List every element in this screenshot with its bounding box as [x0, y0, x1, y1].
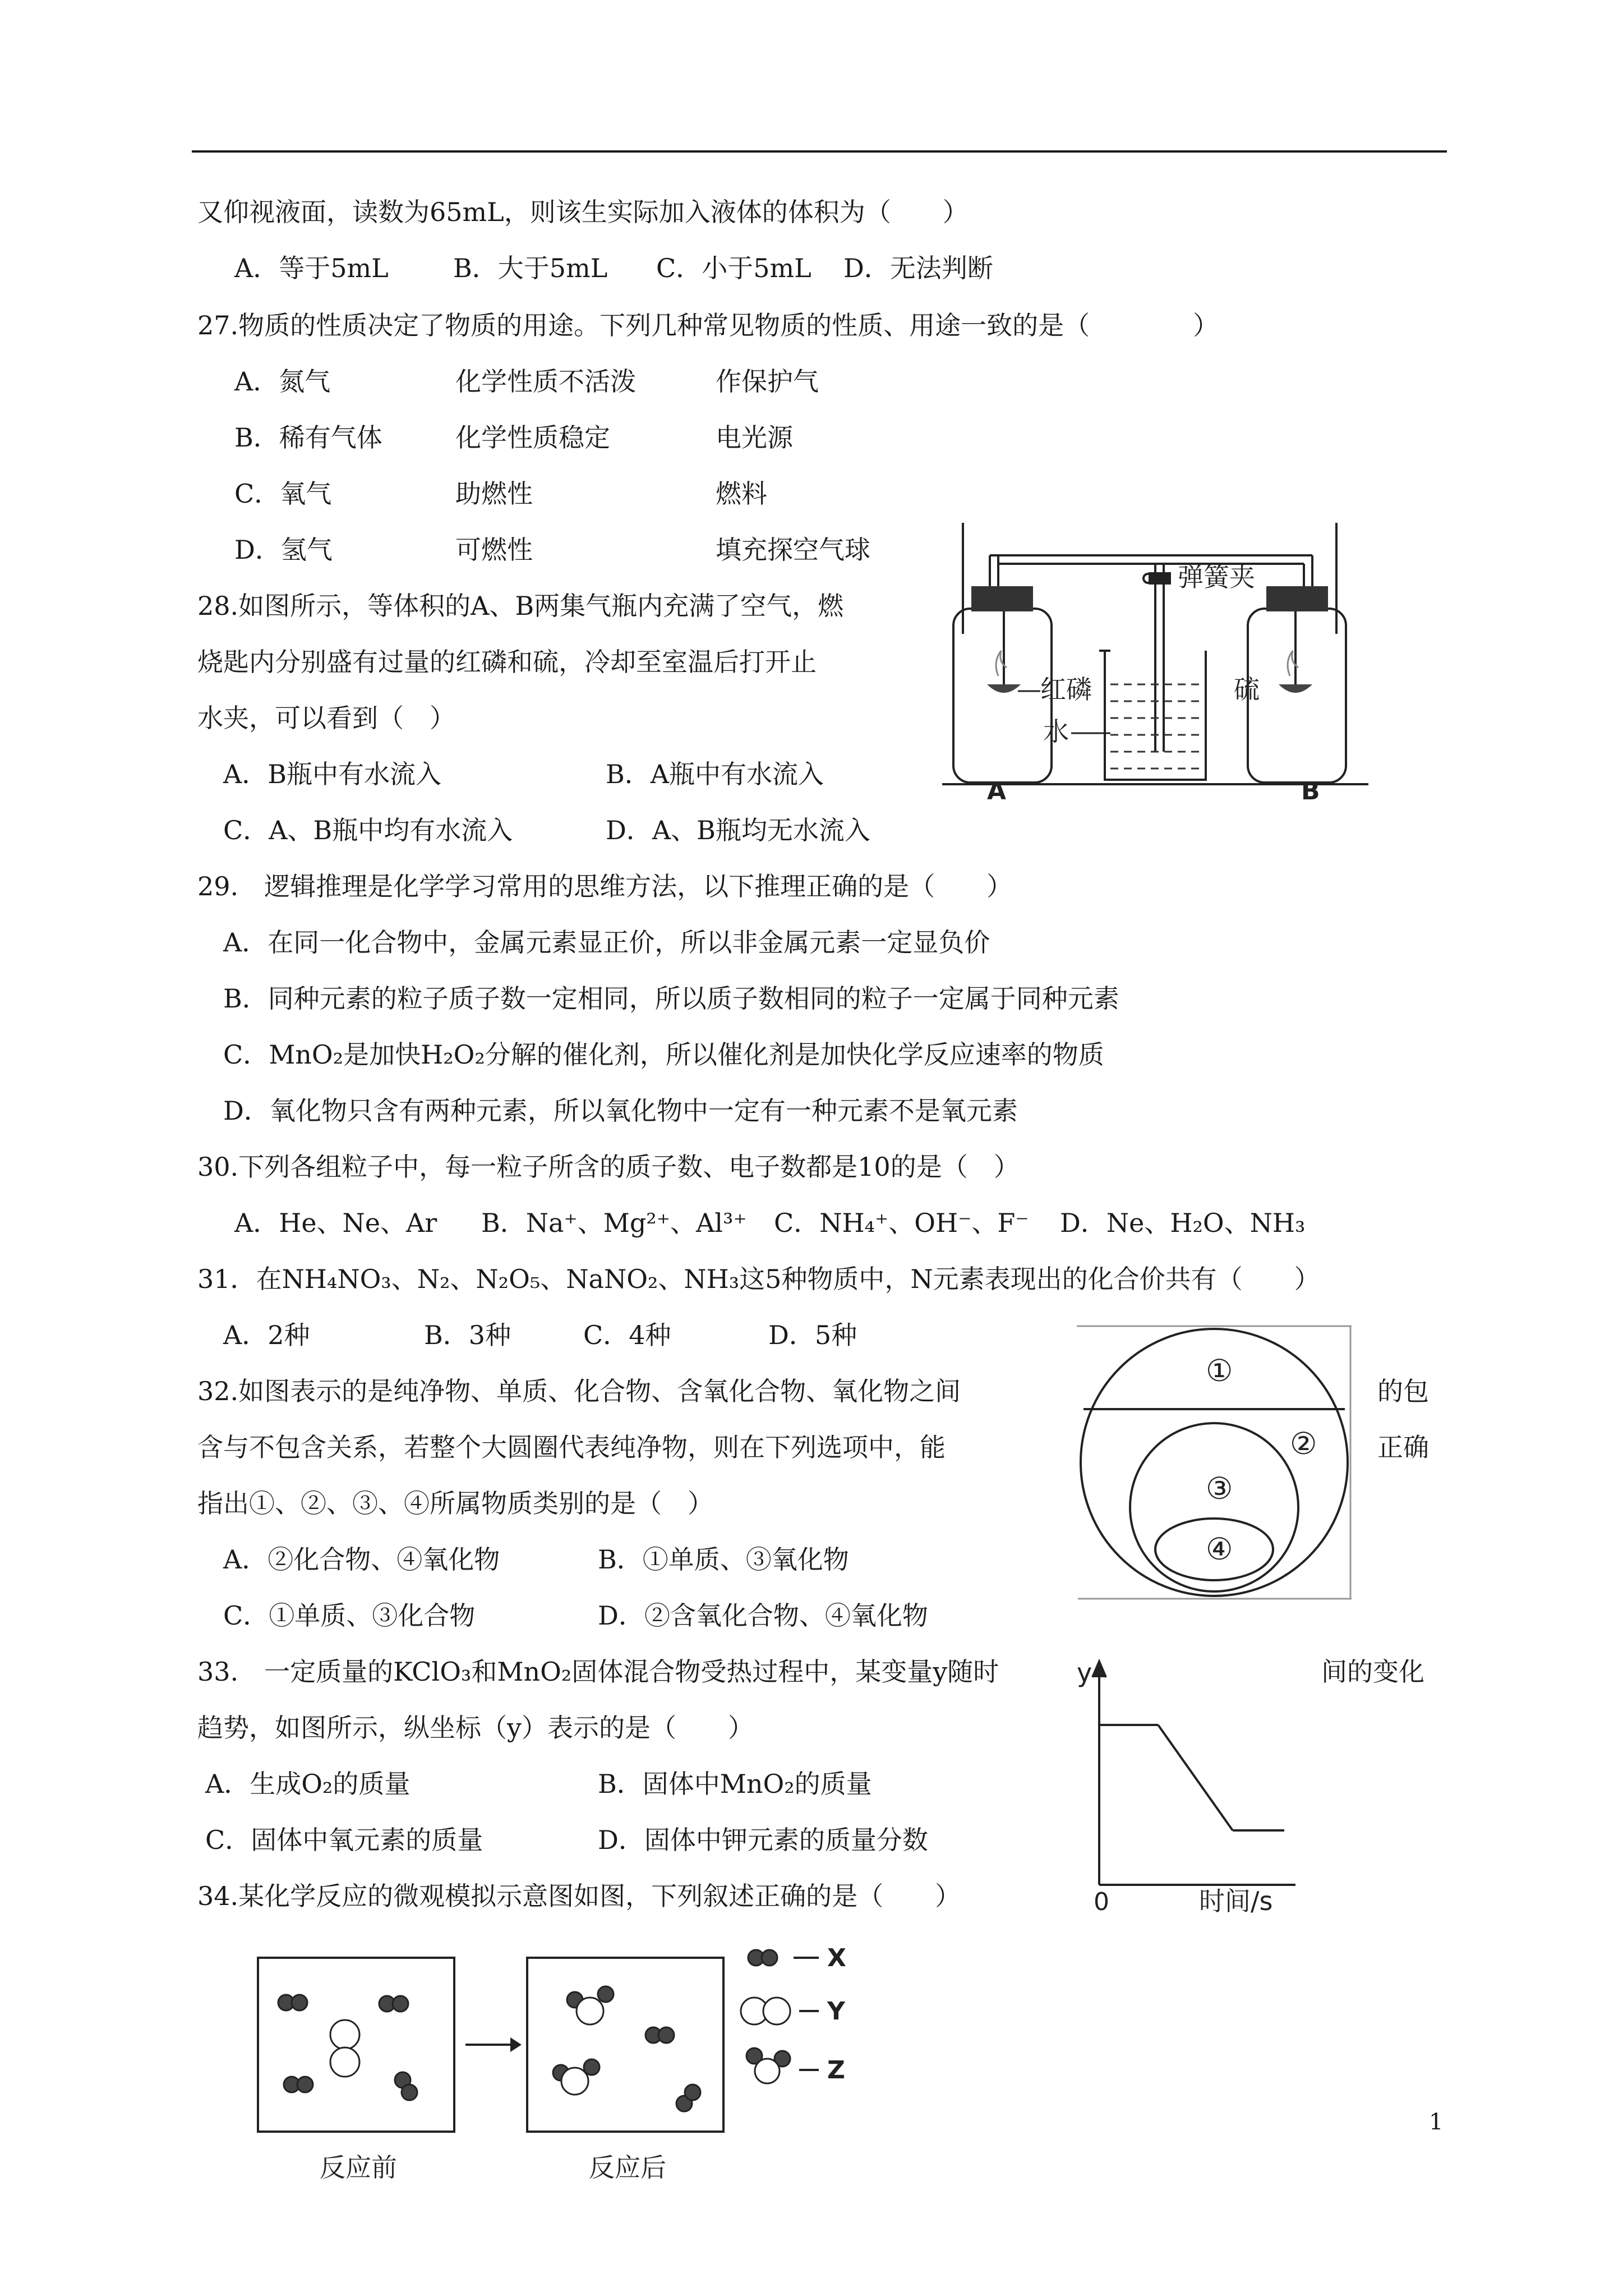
- q28-stem-line-1: 28.如图所示，等体积的A、B两集气瓶内充满了空气，燃: [197, 591, 844, 621]
- q32-option-b: B．①单质、③氧化物: [598, 1544, 849, 1575]
- q32-option-c: C．①单质、③化合物: [223, 1600, 476, 1631]
- q32-stem-line-1: 32.如图表示的是纯净物、单质、化合物、含氧化合物、氧化物之间: [197, 1376, 961, 1406]
- q30-option-c: C．NH₄⁺、OH⁻、F⁻: [774, 1208, 1029, 1238]
- q31-option-c: C．4种: [583, 1320, 671, 1350]
- q34-legend-z: Z: [827, 2056, 845, 2085]
- q28-water-label: 水: [1043, 716, 1069, 747]
- page-number: 1: [1429, 2109, 1444, 2135]
- q32-label-2: ②: [1290, 1426, 1317, 1461]
- q34-stem: 34.某化学反应的微观模拟示意图如图，下列叙述正确的是（ ）: [197, 1881, 961, 1911]
- q32-option-d: D．②含氧化合物、④氧化物: [598, 1600, 928, 1631]
- q32-stem-line-1-tail: 的包: [1377, 1376, 1429, 1406]
- q29-option-c: C．MnO₂是加快H₂O₂分解的催化剂，所以催化剂是加快化学反应速率的物质: [223, 1039, 1104, 1070]
- q33-stem-line-1-tail: 间的变化: [1321, 1657, 1424, 1687]
- q28-stem-line-2: 烧匙内分别盛有过量的红磷和硫，冷却至室温后打开止: [197, 647, 817, 677]
- q27-row-d-use: 填充探空气球: [716, 535, 870, 565]
- q27-stem: 27.物质的性质决定了物质的用途。下列几种常见物质的性质、用途一致的是（ ）: [197, 310, 1219, 341]
- q33-option-d: D．固体中钾元素的质量分数: [598, 1825, 928, 1855]
- q32-label-4: ④: [1206, 1531, 1233, 1567]
- q34-legend-x: X: [827, 1947, 846, 1972]
- q28-bottle-a-label: A: [987, 777, 1007, 802]
- q27-row-b-use: 电光源: [716, 422, 793, 453]
- q33-option-b: B．固体中MnO₂的质量: [598, 1769, 872, 1799]
- q31-stem: 31．在NH₄NO₃、N₂、N₂O₅、NaNO₂、NH₃这5种物质中，N元素表现出的化合价共有（ ）: [197, 1264, 1320, 1294]
- q27-row-d-property: 可燃性: [455, 535, 533, 565]
- q27-row-b-property: 化学性质稳定: [455, 422, 610, 453]
- q28-apparatus-figure: [942, 516, 1368, 802]
- q33-graph-figure: [1077, 1649, 1312, 1913]
- q30-option-a: A．He、Ne、Ar: [234, 1208, 437, 1238]
- q26-option-b: B．大于5mL: [453, 253, 608, 283]
- q27-row-c-label: C．氧气: [234, 478, 332, 509]
- q26-tail: 又仰视液面，读数为65mL，则该生实际加入液体的体积为（ ）: [197, 197, 969, 227]
- q27-row-b-label: B．稀有气体: [234, 422, 382, 453]
- q34-after-label: 反应后: [589, 2152, 666, 2183]
- q34-reaction-figure: [247, 1947, 892, 2193]
- q28-right-substance-label: 硫: [1234, 674, 1260, 705]
- q32-circles-figure: [1077, 1325, 1352, 1600]
- q29-stem: 29. 逻辑推理是化学学习常用的思维方法，以下推理正确的是（ ）: [197, 871, 1013, 901]
- q33-stem-line-1: 33. 一定质量的KClO₃和MnO₂固体混合物受热过程中，某变量y随时: [197, 1657, 999, 1687]
- q27-row-c-use: 燃料: [716, 478, 767, 509]
- q30-option-b: B．Na⁺、Mg²⁺、Al³⁺: [481, 1208, 747, 1238]
- q27-row-a-use: 作保护气: [716, 366, 819, 397]
- q32-stem-line-2-tail: 正确: [1377, 1432, 1429, 1462]
- q28-left-substance-label: 红磷: [1040, 674, 1092, 705]
- q31-option-a: A．2种: [223, 1320, 310, 1350]
- q28-bottle-b-label: B: [1301, 777, 1320, 802]
- q34-before-label: 反应前: [320, 2152, 397, 2183]
- q31-option-d: D．5种: [768, 1320, 857, 1350]
- q27-row-c-property: 助燃性: [455, 478, 533, 509]
- q31-option-b: B．3种: [424, 1320, 511, 1350]
- q32-label-3: ③: [1206, 1471, 1233, 1506]
- q28-stem-line-3: 水夹，可以看到（ ）: [197, 703, 455, 733]
- q33-stem-line-2: 趋势，如图所示，纵坐标（y）表示的是（ ）: [197, 1713, 754, 1743]
- q29-option-d: D．氧化物只含有两种元素，所以氧化物中一定有一种元素不是氧元素: [223, 1096, 1018, 1126]
- q32-stem-line-3: 指出①、②、③、④所属物质类别的是（ ）: [197, 1488, 713, 1519]
- q29-option-b: B．同种元素的粒子质子数一定相同，所以质子数相同的粒子一定属于同种元素: [223, 983, 1119, 1014]
- q33-option-a: A．生成O₂的质量: [205, 1769, 411, 1799]
- q28-option-b: B．A瓶中有水流入: [606, 759, 824, 789]
- q26-option-c: C．小于5mL: [656, 253, 811, 283]
- q27-row-d-label: D．氢气: [234, 535, 333, 565]
- q28-option-d: D．A、B瓶均无水流入: [606, 815, 870, 845]
- q26-option-a: A．等于5mL: [234, 253, 389, 283]
- q28-option-a: A．B瓶中有水流入: [223, 759, 442, 789]
- q27-row-a-property: 化学性质不活泼: [455, 366, 636, 397]
- q26-option-d: D．无法判断: [843, 253, 993, 283]
- q33-origin-label: 0: [1094, 1888, 1109, 1913]
- q28-option-c: C．A、B瓶中均有水流入: [223, 815, 513, 845]
- q32-option-a: A．②化合物、④氧化物: [223, 1544, 500, 1575]
- q29-option-a: A．在同一化合物中，金属元素显正价，所以非金属元素一定显负价: [223, 927, 990, 958]
- q33-x-axis-label: 时间/s: [1199, 1886, 1273, 1913]
- q34-legend-y: Y: [827, 1997, 845, 2026]
- q27-row-a-label: A．氮气: [234, 366, 331, 397]
- header-rule: [192, 150, 1447, 153]
- q33-y-axis-label: y: [1077, 1658, 1092, 1688]
- q32-stem-line-2: 含与不包含关系，若整个大圆圈代表纯净物，则在下列选项中，能: [197, 1432, 946, 1462]
- q30-stem: 30.下列各组粒子中，每一粒子所含的质子数、电子数都是10的是（ ）: [197, 1152, 1020, 1182]
- q30-option-d: D．Ne、H₂O、NH₃: [1060, 1208, 1306, 1238]
- q33-option-c: C．固体中氧元素的质量: [205, 1825, 483, 1855]
- q32-label-1: ①: [1206, 1353, 1233, 1388]
- q28-clip-label: 弹簧夹: [1178, 562, 1255, 592]
